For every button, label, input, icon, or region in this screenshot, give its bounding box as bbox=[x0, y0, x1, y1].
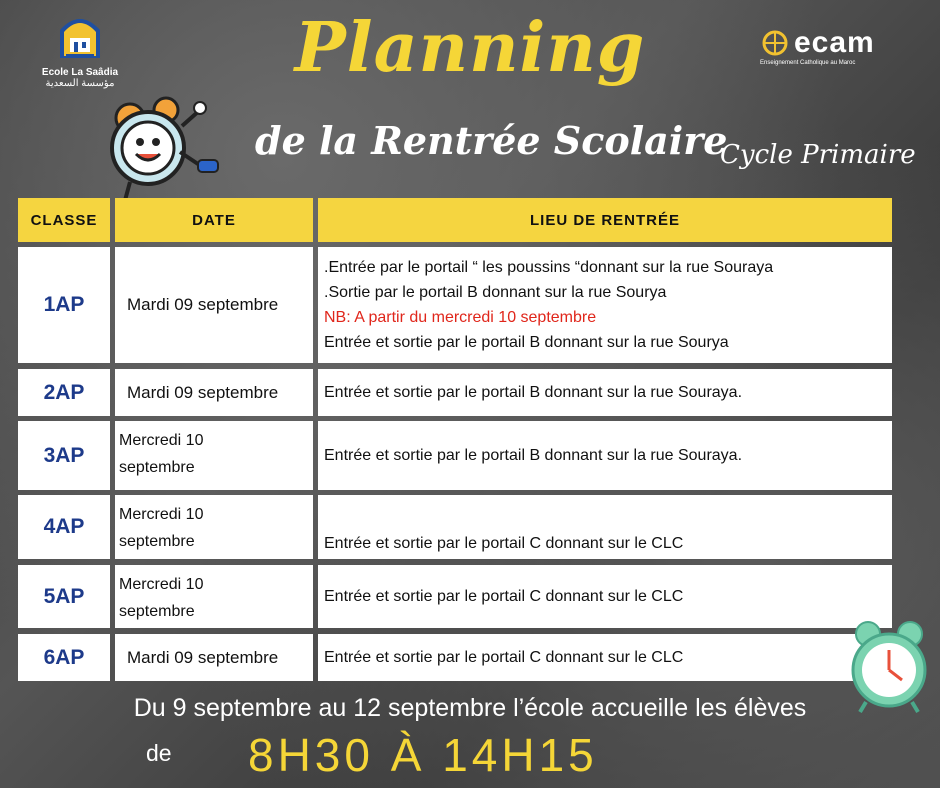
class-cell: 5AP bbox=[18, 565, 110, 628]
header-classe: CLASSE bbox=[18, 198, 110, 242]
school-name: Ecole La Saâdia bbox=[41, 67, 119, 78]
lieu-cell bbox=[318, 565, 892, 628]
date-cell: Mardi 09 septembre bbox=[115, 247, 313, 363]
school-name-arabic: مؤسسة السعدية bbox=[45, 78, 115, 89]
schedule-note: Du 9 septembre au 12 septembre l’école accueille les élèves bbox=[133, 694, 807, 722]
page-title: Planning bbox=[294, 8, 646, 88]
lieu-line: Entrée et sortie par le portail B donnant sur la rue Souraya. bbox=[324, 446, 743, 464]
class-cell: 1AP bbox=[18, 247, 110, 363]
lieu-cell bbox=[318, 495, 892, 559]
header-date: DATE bbox=[115, 198, 313, 242]
header-lieu: LIEU DE RENTRÉE bbox=[318, 198, 892, 242]
lieu-cell bbox=[318, 369, 892, 416]
ecam-brand: ecam bbox=[794, 26, 875, 59]
lieu-line: .Entrée par le portail “ les poussins “donnant sur la rue Souraya bbox=[324, 259, 774, 276]
ecam-subtitle: Enseignement Catholique au Maroc bbox=[760, 60, 856, 66]
page-subtitle: de la Rentrée Scolaire bbox=[255, 118, 728, 163]
schedule-hours: 8H30 À 14H15 bbox=[248, 729, 598, 781]
date-cell: Mercredi 10 septembre bbox=[115, 495, 313, 559]
schedule-de: de bbox=[146, 740, 172, 766]
lieu-cell bbox=[318, 247, 892, 363]
date-cell: Mercredi 10 septembre bbox=[115, 421, 313, 490]
date-cell: Mercredi 10 septembre bbox=[115, 565, 313, 628]
class-cell: 4AP bbox=[18, 495, 110, 559]
lieu-line: .Sortie par le portail B donnant sur la rue Sourya bbox=[324, 284, 667, 301]
class-cell: 2AP bbox=[18, 369, 110, 416]
cycle-label: Cycle Primaire bbox=[720, 140, 916, 170]
lieu-line: Entrée et sortie par le portail C donnant sur le CLC bbox=[324, 648, 684, 666]
date-cell: Mardi 09 septembre bbox=[115, 634, 313, 681]
lieu-line: Entrée et sortie par le portail B donnant sur la rue Souraya. bbox=[324, 383, 743, 401]
class-cell: 3AP bbox=[18, 421, 110, 490]
lieu-cell bbox=[318, 634, 892, 681]
lieu-line: Entrée et sortie par le portail B donnant sur la rue Sourya bbox=[324, 334, 729, 351]
lieu-line: NB: A partir du mercredi 10 septembre bbox=[324, 309, 597, 326]
date-cell: Mardi 09 septembre bbox=[115, 369, 313, 416]
lieu-line: Entrée et sortie par le portail C donnant sur le CLC bbox=[324, 587, 684, 605]
lieu-line: Entrée et sortie par le portail C donnant sur le CLC bbox=[324, 535, 684, 552]
class-cell: 6AP bbox=[18, 634, 110, 681]
lieu-cell bbox=[318, 421, 892, 490]
